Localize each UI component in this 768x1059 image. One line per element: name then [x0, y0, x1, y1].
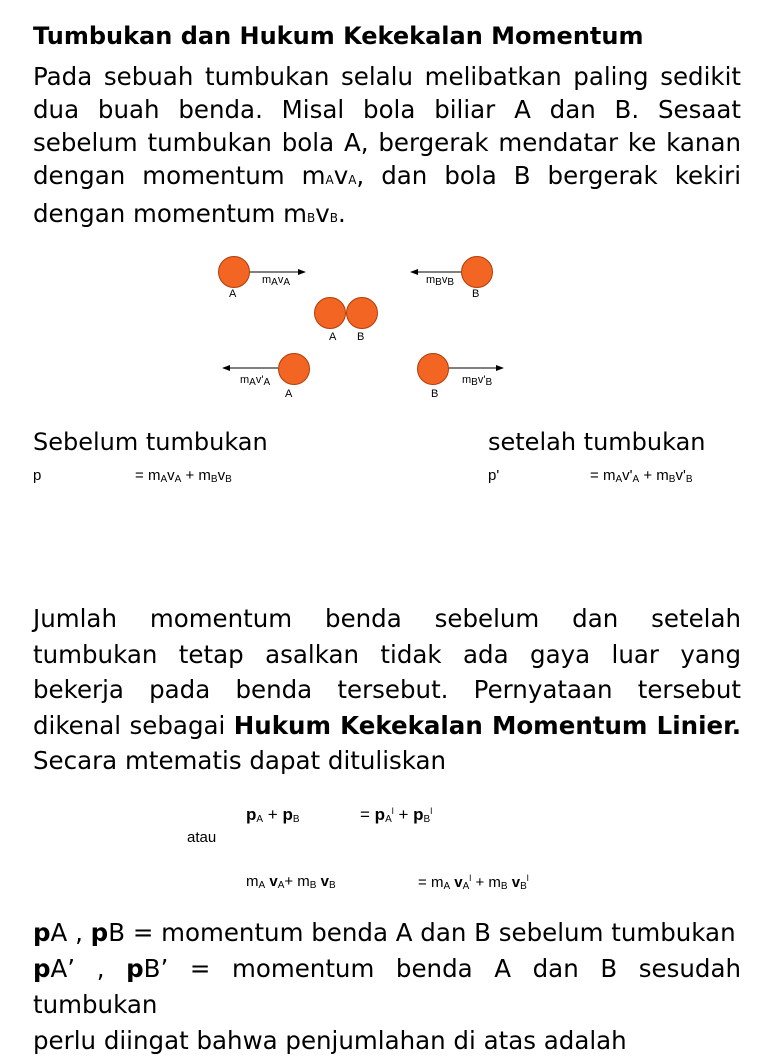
eq-after-rhs: = $m_Av'_A + m_Bv'_B$	[590, 467, 693, 485]
momentum-a-before: $m_Av_A$	[262, 274, 291, 288]
ball-b-after	[417, 353, 449, 385]
momentum-a-after: $m_Av'_A$	[240, 374, 271, 388]
eq-conservation-p: $p_A + p_B$	[246, 805, 300, 825]
label-b-after: B	[431, 388, 439, 400]
label-b-before: B	[472, 288, 480, 300]
law-paragraph: Jumlah momentum benda sebelum dan setelah tumbukan tetap asalkan tidak ada gaya luar yang bekerja pada benda tersebut. Pernyataan tersebut dikenal sebagai Hukum Kekekalan Momentum Linier. Secara mtematis dapat dituliskan	[33, 604, 741, 775]
eq-before-rhs: = $m_Av_A + m_Bv_B$	[135, 467, 232, 485]
ball-a-before	[218, 256, 250, 288]
label-a-collide: A	[329, 331, 337, 343]
collision-arrows	[0, 0, 768, 440]
atau-label: atau	[187, 829, 217, 846]
momentum-b-after: $m_Bv'_B$	[462, 374, 493, 388]
eq-p-prime-label: p'	[488, 467, 500, 484]
intro-paragraph: Pada sebuah tumbukan selalu melibatkan paling sedikit dua buah benda. Misal bola biliar A dan B. Sesaat sebelum tumbukan bola A, bergerak mendatar ke kanan dengan momentum mAvA, dan bola B bergerak kekiri dengan momentum mBvB.	[33, 62, 742, 228]
caption-after: setelah tumbukan	[488, 428, 706, 456]
eq-conservation-mv: $m_A$ $v_A+ m_B$ $v_B$	[246, 873, 336, 891]
ball-a-collide	[314, 297, 346, 329]
ball-b-before	[461, 256, 493, 288]
ball-b-collide	[346, 297, 378, 329]
page-title: Tumbukan dan Hukum Kekekalan Momentum	[33, 22, 644, 50]
ball-a-after	[278, 353, 310, 385]
label-a-before: A	[229, 288, 237, 300]
label-b-collide: B	[357, 331, 365, 343]
momentum-b-before: $m_Bv_B$	[426, 274, 455, 288]
eq-p-label: p	[33, 467, 42, 484]
eq-conservation-mv-rhs: = $m_A$ $v_A^l + m_B$ $v_B^l$	[418, 873, 529, 892]
definitions-paragraph: pA , pB = momentum benda A dan B sebelum tumbukan pA’ , pB’ = momentum benda A dan B sesudah tumbukan perlu diingat bahwa penjumlahan di atas adalah	[33, 918, 741, 1055]
eq-conservation-p-rhs: = $p_A^l + p_B^l$	[360, 805, 433, 825]
label-a-after: A	[285, 388, 293, 400]
caption-before: Sebelum tumbukan	[33, 428, 268, 456]
